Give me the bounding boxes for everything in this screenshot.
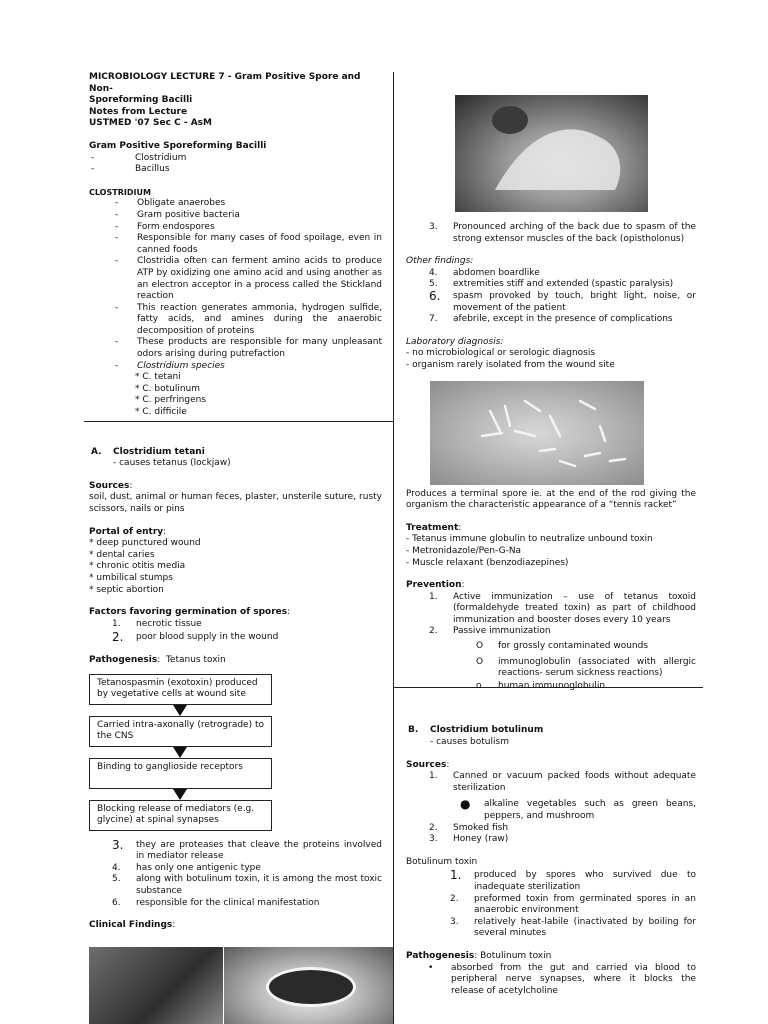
list-item: 2. poor blood supply in the wound — [112, 630, 279, 645]
list-item: - Muscle relaxant (benzodiazepines) — [406, 557, 569, 568]
list-item: - Obligate anaerobes — [115, 198, 226, 209]
list-item: 2. Smoked fish — [429, 822, 509, 833]
list-item: O immunoglobulin (associated with allergic reactions- serum sickness reactions) — [476, 656, 696, 679]
list-item: - These products are responsible for many unpleasant odors arising during putrefaction — [115, 337, 382, 360]
list-item: - Form endospores — [115, 221, 215, 232]
flow-step: Binding to ganglioside receptors — [89, 758, 272, 789]
list-item: - Tetanus immune globulin to neutralize unbound toxin — [406, 534, 653, 545]
clostridium-heading: CLOSTRIDIUM — [89, 187, 151, 197]
list-item: 1. Active immunization – use of tetanus toxoid (formaldehyde treated toxin) as part of childhood immunization and booster doses every 10 years — [429, 591, 696, 625]
treatment-block: Treatment: — [406, 522, 462, 533]
bullet-icon: • — [428, 962, 434, 973]
list-item: - Metronidazole/Pen-G-Na — [406, 545, 522, 556]
list-item: 2. Passive immunization — [429, 626, 551, 637]
flow-step: Blocking release of mediators (e.g. glycine) at spinal synapses — [89, 800, 272, 831]
arrow-down-icon — [173, 789, 187, 800]
list-item: * umbilical stumps — [89, 572, 173, 583]
other-findings-label: Other findings: — [406, 256, 474, 267]
species-list — [89, 372, 382, 418]
sources-block: Sources: — [89, 480, 133, 491]
list-item: 2. preformed toxin from germinated spores in an anaerobic environment — [450, 893, 696, 916]
list-item: 6. responsible for the clinical manifestation — [112, 897, 320, 908]
lab-diagnosis-label: Laboratory diagnosis: — [406, 336, 504, 347]
clinical-photo-trismus — [89, 947, 223, 1024]
tetani-heading: A. Clostridium tetani — [91, 446, 205, 457]
portal-block: Portal of entry: — [89, 526, 167, 537]
clinical-photo-risus — [224, 947, 393, 1024]
botulinum-pathogenesis-block: Pathogenesis: Botulinum toxin — [406, 950, 552, 961]
list-item: - Clostridium — [91, 152, 187, 163]
botulinum-causes: - causes botulism — [430, 737, 509, 748]
list-item: - organism rarely isolated from the wound site — [406, 359, 615, 370]
lecture-notes: Notes from Lecture — [89, 106, 188, 117]
bullet-icon: ● — [460, 797, 471, 812]
arrow-down-icon — [173, 705, 187, 716]
list-item: 3. Pronounced arching of the back due to spasm of the strong extensor muscles of the back (opistholonus) — [429, 222, 696, 244]
list-item: • absorbed from the gut and carried via blood to peripheral nerve synapses, where it blocks the release of acetylcholine — [406, 963, 696, 998]
list-item: o human immunoglobulin — [476, 680, 606, 691]
list-item: - Bacillus — [91, 164, 170, 175]
botulinum-heading: B. Clostridium botulinum — [408, 725, 544, 736]
list-item: * chronic otitis media — [89, 561, 186, 572]
list-item: 5. extremities stiff and extended (spastic paralysis) — [429, 279, 674, 290]
species-item: * C. perfringens — [135, 395, 207, 406]
list-item: 4. has only one antigenic type — [112, 862, 261, 873]
lecture-section: USTMED '07 Sec C - AsM — [89, 118, 212, 129]
species-item: * C. difficile — [135, 407, 187, 418]
botulinum-toxin-label: Botulinum toxin — [406, 856, 478, 867]
list-item: 1. necrotic tissue — [112, 618, 202, 629]
list-item: * septic abortion — [89, 584, 164, 595]
list-item: 6. spasm provoked by touch, bright light, noise, or movement of the patient — [429, 288, 696, 313]
factors-block: Factors favoring germination of spores: — [89, 607, 291, 618]
list-item: 3. they are proteases that cleave the proteins involved in mediator release — [112, 837, 382, 862]
right-column — [406, 222, 696, 997]
list-item: 1. produced by spores who survived due to inadequate sterilization — [450, 868, 696, 892]
list-item: - Responsible for many cases of food spoilage, even in canned foods — [115, 233, 382, 255]
arrow-down-icon — [173, 747, 187, 758]
sources-text: soil, dust, animal or human feces, plaster, unsterile suture, rusty scissors, nails or pins — [89, 492, 382, 514]
botulinum-section — [406, 725, 696, 997]
list-item: 7. afebrile, except in the presence of complications — [429, 314, 673, 325]
flow-step: Tetanospasmin (exotoxin) produced by vegetative cells at wound site — [89, 674, 272, 705]
opisthotonus-photo — [455, 95, 648, 212]
pathogenesis-block: Pathogenesis: Tetanus toxin — [89, 654, 226, 665]
list-item: 4. abdomen boardlike — [429, 267, 540, 278]
species-item: * C. botulinum — [135, 383, 200, 394]
flow-step: Carried intra-axonally (retrograde) to the CNS — [89, 716, 272, 747]
lecture-title-2: Sporeforming Bacilli — [89, 95, 193, 106]
toxin-points — [89, 837, 382, 910]
clostridium-list — [89, 198, 382, 418]
tetani-causes: - causes tetanus (lockjaw) — [113, 458, 231, 469]
list-item: - This reaction generates ammonia, hydrogen sulfide, fatty acids, and amines during the anaerobic decomposition of proteins — [115, 302, 382, 336]
lecture-title-1: MICROBIOLOGY LECTURE 7 - Gram Positive Spore and Non- — [89, 72, 361, 94]
pathogenesis-flowchart — [89, 674, 382, 834]
list-item: * dental caries — [89, 549, 155, 560]
tetani-section — [89, 447, 382, 932]
list-item: ● alkaline vegetables such as green beans, peppers, and mushroom — [460, 797, 696, 821]
list-item: 3. relatively heat-labile (inactivated by boiling for several minutes — [450, 916, 696, 939]
document-header — [89, 72, 382, 130]
list-item: - Clostridium species — [115, 360, 225, 371]
patient-arching-figure — [455, 95, 648, 212]
botulinum-sources-block: Sources: — [406, 759, 450, 770]
left-column — [89, 72, 382, 932]
list-item: - Clostridia often can ferment amino acids to produce ATP by oxidizing one amino acid and using another as an electron acceptor in a process called the Stickland reaction — [115, 256, 382, 302]
spore-description: Produces a terminal spore ie. at the end of the rod giving the organism the characteristic appearance of a “tennis racket” — [406, 488, 696, 511]
list-item: 5. along with botulinum toxin, it is among the most toxic substance — [112, 874, 382, 896]
list-item: - no microbiological or serologic diagnosis — [406, 348, 596, 359]
list-item: 3. Honey (raw) — [429, 834, 509, 845]
list-item: * deep punctured wound — [89, 538, 201, 549]
prevention-block: Prevention: — [406, 580, 465, 591]
gram-pos-heading: Gram Positive Sporeforming Bacilli — [89, 140, 267, 151]
species-item: * C. tetani — [135, 372, 181, 383]
list-item: - Gram positive bacteria — [115, 209, 240, 220]
clinical-block: Clinical Findings: — [89, 920, 176, 931]
list-item: 1. Canned or vacuum packed foods without adequate sterilization — [429, 771, 696, 793]
list-item: O for grossly contaminated wounds — [476, 641, 649, 652]
column-divider — [393, 72, 394, 1024]
